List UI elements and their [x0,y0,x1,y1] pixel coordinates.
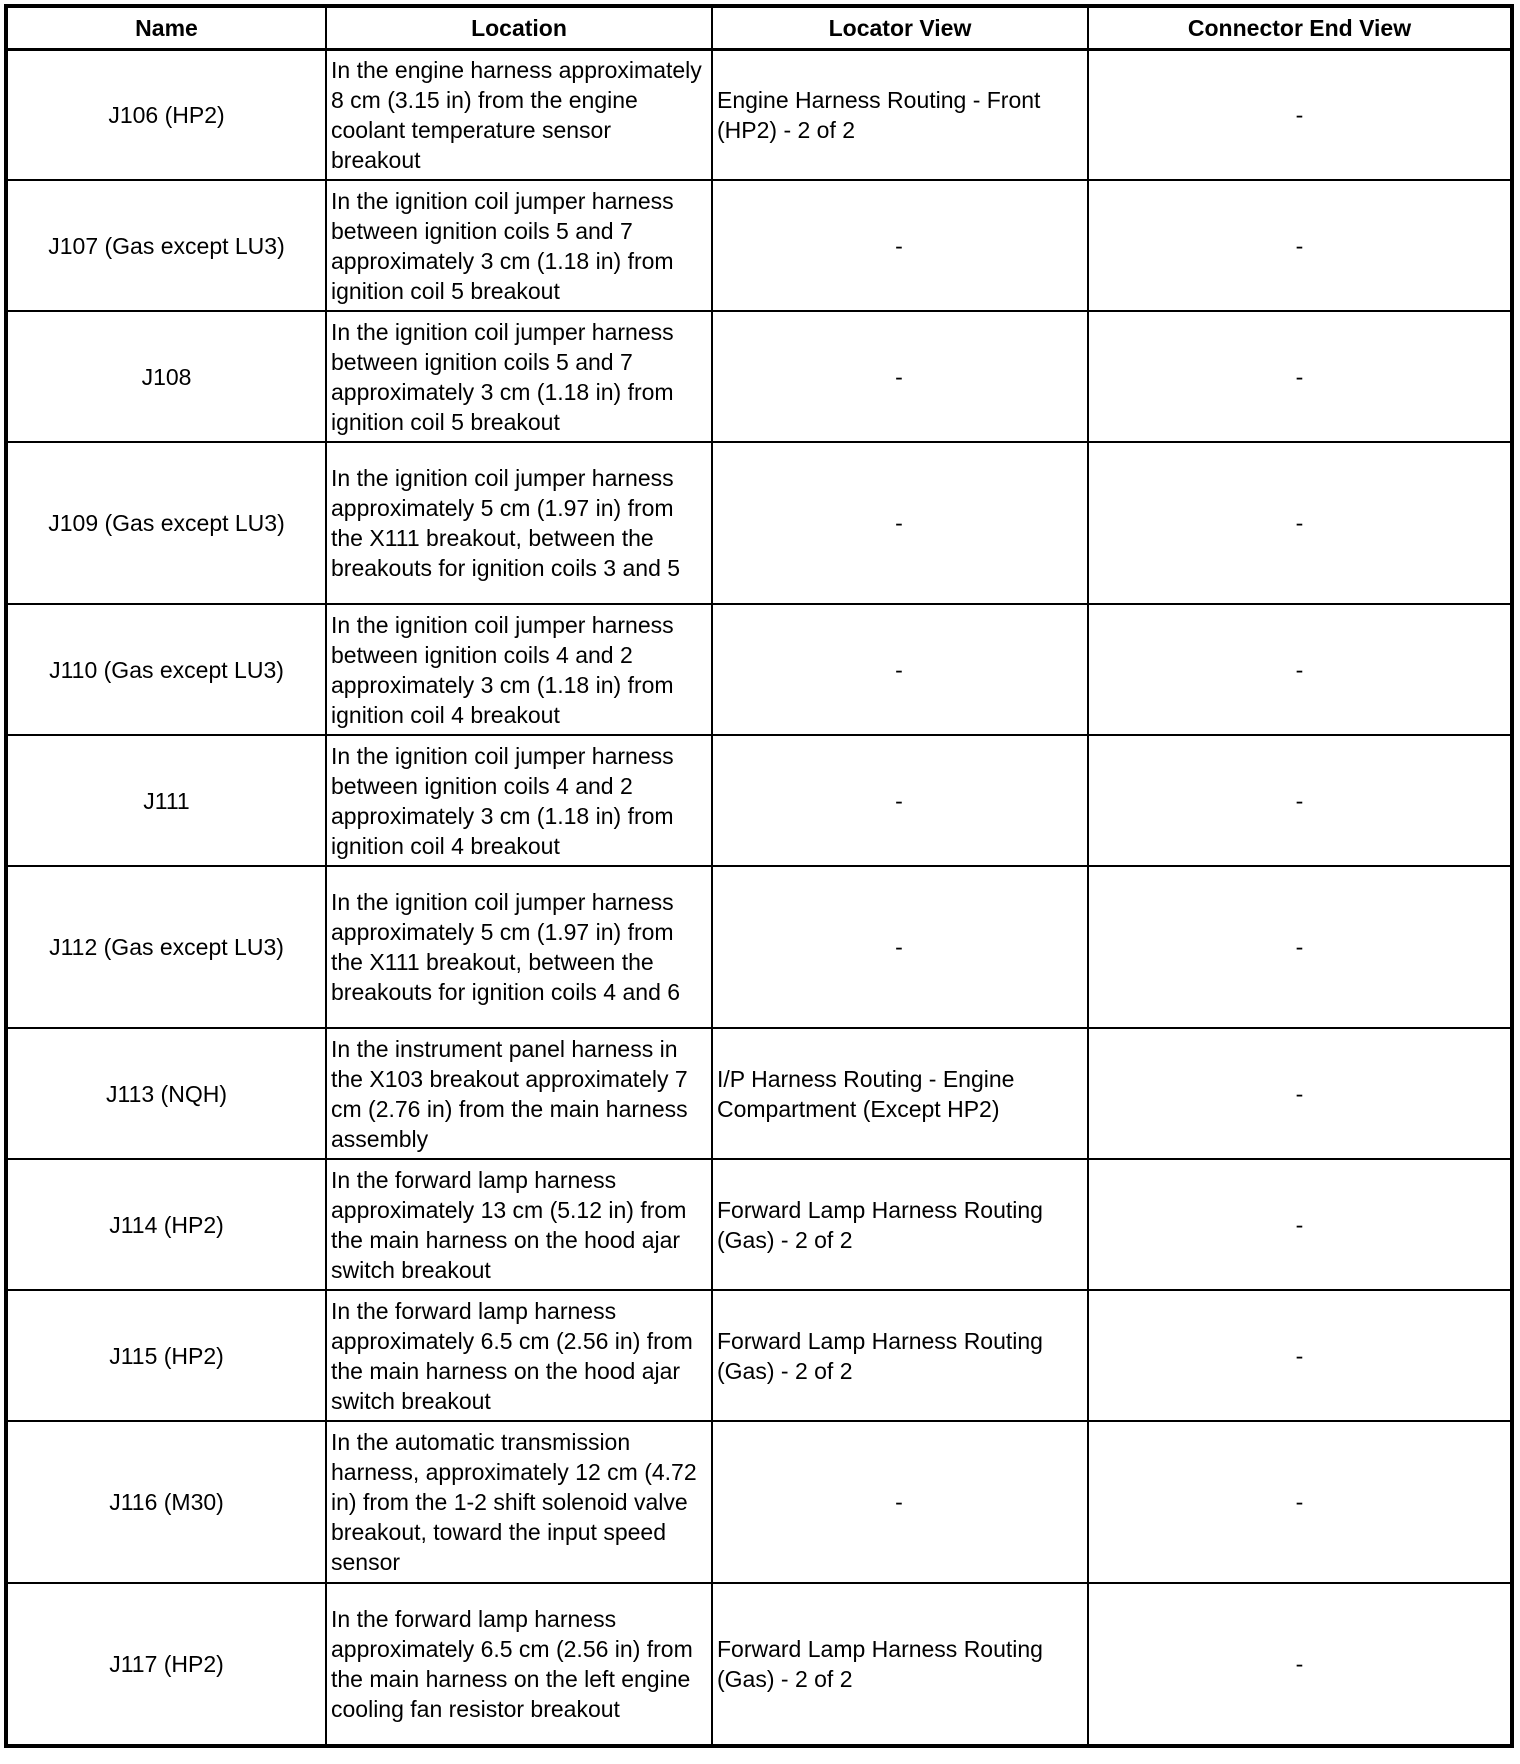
cell-name: J114 (HP2) [6,1159,326,1290]
table-row [6,50,1512,181]
column-header-name: Name [6,6,326,50]
cell-location: In the forward lamp harness approximately 6.5 cm (2.56 in) from the main harness on the hood ajar switch breakout [326,1290,712,1421]
cell-location: In the forward lamp harness approximately 6.5 cm (2.56 in) from the main harness on the left engine cooling fan resistor breakout [326,1583,712,1746]
table-row [6,735,1512,866]
cell-connector-end-view: - [1088,1421,1512,1583]
cell-name: J115 (HP2) [6,1290,326,1421]
cell-location: In the engine harness approximately 8 cm (3.15 in) from the engine coolant temperature sensor breakout [326,50,712,181]
table-row [6,1583,1512,1746]
table-row [6,1028,1512,1159]
cell-location: In the ignition coil jumper harness between ignition coils 5 and 7 approximately 3 cm (1.18 in) from ignition coil 5 breakout [326,311,712,442]
cell-locator-view: Forward Lamp Harness Routing (Gas) - 2 of 2 [712,1290,1088,1421]
cell-locator-view: - [712,311,1088,442]
cell-connector-end-view: - [1088,1028,1512,1159]
cell-locator-view: Forward Lamp Harness Routing (Gas) - 2 of 2 [712,1583,1088,1746]
cell-locator-view: Forward Lamp Harness Routing (Gas) - 2 of 2 [712,1159,1088,1290]
cell-location: In the ignition coil jumper harness between ignition coils 5 and 7 approximately 3 cm (1.18 in) from ignition coil 5 breakout [326,180,712,311]
cell-locator-view: - [712,1421,1088,1583]
cell-connector-end-view: - [1088,1583,1512,1746]
cell-name: J109 (Gas except LU3) [6,442,326,604]
cell-name: J116 (M30) [6,1421,326,1583]
cell-name: J117 (HP2) [6,1583,326,1746]
cell-location: In the instrument panel harness in the X103 breakout approximately 7 cm (2.76 in) from the main harness assembly [326,1028,712,1159]
cell-locator-view: - [712,866,1088,1028]
cell-locator-view: - [712,735,1088,866]
cell-name: J108 [6,311,326,442]
cell-connector-end-view: - [1088,735,1512,866]
cell-locator-view: - [712,442,1088,604]
table-row [6,1290,1512,1421]
connector-locations-table [4,4,1514,1748]
cell-connector-end-view: - [1088,442,1512,604]
column-header-locator-view: Locator View [712,6,1088,50]
cell-name: J112 (Gas except LU3) [6,866,326,1028]
cell-location: In the ignition coil jumper harness between ignition coils 4 and 2 approximately 3 cm (1.18 in) from ignition coil 4 breakout [326,604,712,735]
cell-location: In the automatic transmission harness, approximately 12 cm (4.72 in) from the 1-2 shift solenoid valve breakout, toward the input speed sensor [326,1421,712,1583]
cell-name: J113 (NQH) [6,1028,326,1159]
cell-name: J106 (HP2) [6,50,326,181]
cell-locator-view: - [712,604,1088,735]
cell-location: In the ignition coil jumper harness approximately 5 cm (1.97 in) from the X111 breakout, between the breakouts for ignition coils 4 and 6 [326,866,712,1028]
cell-location: In the ignition coil jumper harness approximately 5 cm (1.97 in) from the X111 breakout, between the breakouts for ignition coils 3 and 5 [326,442,712,604]
column-header-connector-end-view: Connector End View [1088,6,1512,50]
cell-locator-view: I/P Harness Routing - Engine Compartment (Except HP2) [712,1028,1088,1159]
cell-name: J110 (Gas except LU3) [6,604,326,735]
cell-connector-end-view: - [1088,180,1512,311]
table-row [6,866,1512,1028]
cell-connector-end-view: - [1088,1290,1512,1421]
cell-locator-view: Engine Harness Routing - Front (HP2) - 2 of 2 [712,50,1088,181]
column-header-location: Location [326,6,712,50]
cell-connector-end-view: - [1088,866,1512,1028]
cell-location: In the forward lamp harness approximately 13 cm (5.12 in) from the main harness on the hood ajar switch breakout [326,1159,712,1290]
cell-connector-end-view: - [1088,50,1512,181]
table-row [6,180,1512,311]
table-row [6,1159,1512,1290]
cell-connector-end-view: - [1088,1159,1512,1290]
table-header-row [6,6,1512,50]
table-row [6,311,1512,442]
cell-name: J107 (Gas except LU3) [6,180,326,311]
table-row [6,1421,1512,1583]
cell-connector-end-view: - [1088,311,1512,442]
table-row [6,442,1512,604]
table-row [6,604,1512,735]
cell-connector-end-view: - [1088,604,1512,735]
cell-locator-view: - [712,180,1088,311]
cell-name: J111 [6,735,326,866]
cell-location: In the ignition coil jumper harness between ignition coils 4 and 2 approximately 3 cm (1.18 in) from ignition coil 4 breakout [326,735,712,866]
